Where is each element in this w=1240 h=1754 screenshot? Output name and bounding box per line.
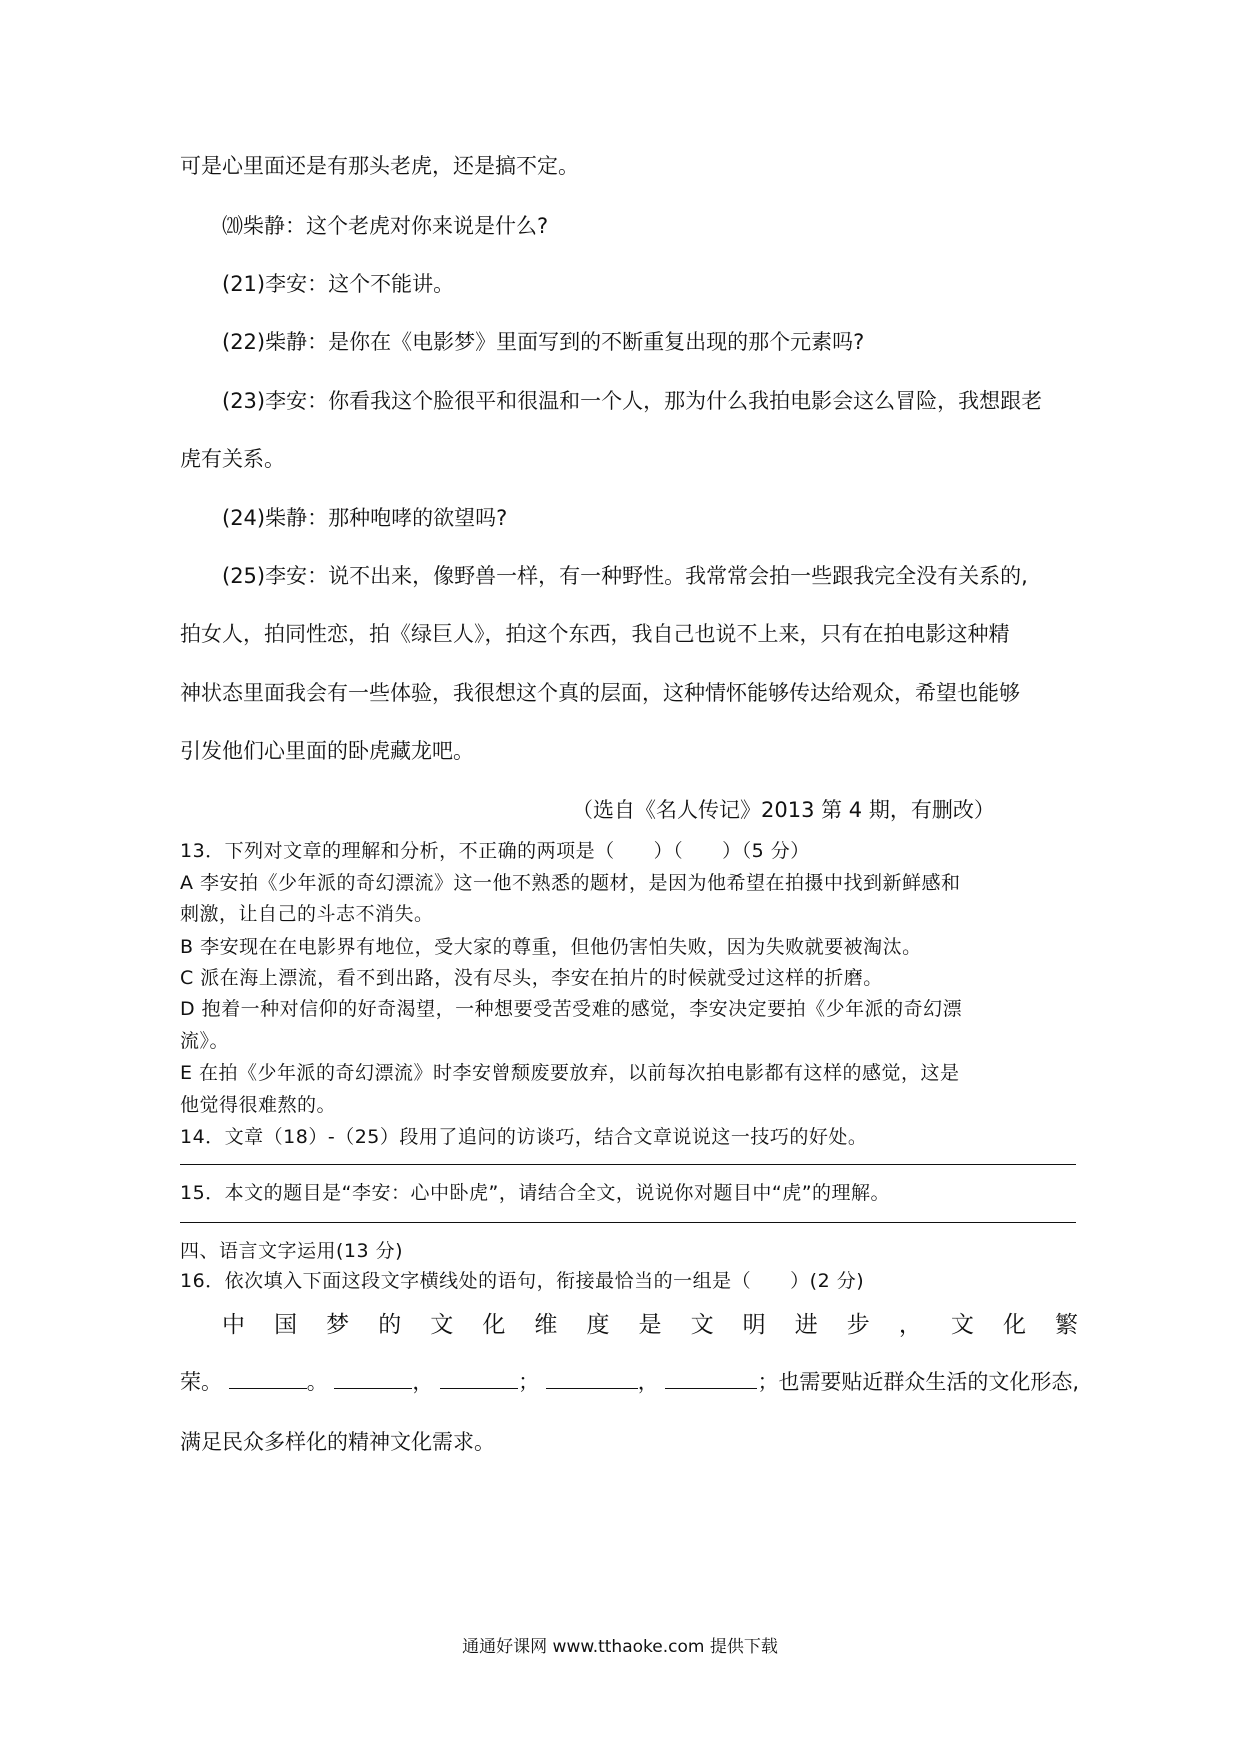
- passage-punct: ；: [518, 1370, 540, 1394]
- option-d-cont: 流》。: [180, 1030, 230, 1052]
- passage-char: 的: [378, 1312, 402, 1338]
- interview-para-22: (22)柴静：是你在《电影梦》里面写到的不断重复出现的那个元素吗?: [222, 330, 865, 354]
- interview-para-25-cont: 引发他们心里面的卧虎藏龙吧。: [180, 739, 474, 763]
- passage-text: 荣。: [180, 1370, 222, 1394]
- section-heading: 四、语言文字运用(13 分): [180, 1240, 404, 1262]
- q16-passage-line1: [222, 1306, 1078, 1339]
- source-citation: （选自《名人传记》2013 第 4 期，有删改）: [572, 798, 995, 822]
- interview-para-23: (23)李安：你看我这个脸很平和很温和一个人，那为什么我拍电影会这么冒险，我想跟老: [222, 389, 1043, 413]
- fill-blank[interactable]: [546, 1366, 638, 1389]
- interview-para-25-cont: 神状态里面我会有一些体验，我很想这个真的层面，这种情怀能够传达给观众，希望也能够: [180, 681, 1020, 705]
- option-e-cont: 他觉得很难熬的。: [180, 1094, 337, 1116]
- passage-punct: 。: [306, 1370, 328, 1394]
- interview-para-23-cont: 虎有关系。: [180, 447, 285, 471]
- footer: 通通好课网 www.tthaoke.com 提供下载: [462, 1637, 778, 1657]
- question-14: 14．文章（18）-（25）段用了追问的访谈巧，结合文章说说这一技巧的好处。: [180, 1126, 868, 1148]
- interview-line: 可是心里面还是有那头老虎，还是搞不定。: [180, 154, 579, 178]
- passage-char: 繁: [1055, 1312, 1078, 1338]
- question-16: 16．依次填入下面这段文字横线处的语句，衔接最恰当的一组是（ ）(2 分): [180, 1270, 865, 1292]
- option-b: B 李安现在在电影界有地位，受大家的尊重，但他仍害怕失败，因为失败就要被淘汰。: [180, 936, 922, 958]
- option-e: E 在拍《少年派的奇幻漂流》时李安曾颓废要放弃，以前每次拍电影都有这样的感觉，这是: [180, 1062, 960, 1084]
- q16-passage-line3: 满足民众多样化的精神文化需求。: [180, 1430, 495, 1454]
- answer-line: [180, 1164, 1076, 1165]
- passage-char: 国: [274, 1312, 298, 1338]
- fill-blank[interactable]: [665, 1366, 757, 1389]
- passage-char: 化: [482, 1312, 506, 1338]
- passage-char: 步: [846, 1312, 870, 1338]
- passage-char: 进: [794, 1312, 818, 1338]
- question-13: 13．下列对文章的理解和分析，不正确的两项是（ ）（ ）（5 分）: [180, 840, 810, 862]
- passage-char: 文: [430, 1312, 454, 1338]
- passage-punct: ，: [412, 1370, 434, 1394]
- interview-para-25: (25)李安：说不出来，像野兽一样，有一种野性。我常常会拍一些跟我完全没有关系的,: [222, 564, 1028, 588]
- interview-para-20: ⒇柴静：这个老虎对你来说是什么?: [222, 214, 549, 238]
- option-d: D 抱着一种对信仰的好奇渴望，一种想要受苦受难的感觉，李安决定要拍《少年派的奇幻漂: [180, 998, 963, 1020]
- passage-char: 是: [638, 1312, 662, 1338]
- passage-punct: ，: [637, 1370, 659, 1394]
- passage-char: 文: [690, 1312, 714, 1338]
- option-a: A 李安拍《少年派的奇幻漂流》这一他不熟悉的题材，是因为他希望在拍摄中找到新鲜感和: [180, 872, 961, 894]
- passage-char: 明: [742, 1312, 766, 1338]
- fill-blank[interactable]: [440, 1366, 518, 1389]
- question-15: 15．本文的题目是“李安：心中卧虎”，请结合全文，说说你对题目中“虎”的理解。: [180, 1182, 891, 1204]
- passage-char: 度: [586, 1312, 610, 1338]
- interview-para-25-cont: 拍女人，拍同性恋，拍《绿巨人》，拍这个东西，我自己也说不上来，只有在拍电影这种精: [180, 622, 1010, 646]
- option-a-cont: 刺激，让自己的斗志不消失。: [180, 903, 434, 925]
- q16-passage-line2: [180, 1366, 1080, 1396]
- passage-char: 文: [950, 1312, 974, 1338]
- passage-text: ；也需要贴近群众生活的文化形态,: [757, 1370, 1080, 1394]
- interview-para-24: (24)柴静：那种咆哮的欲望吗?: [222, 506, 508, 530]
- option-c: C 派在海上漂流，看不到出路，没有尽头，李安在拍片的时候就受过这样的折磨。: [180, 967, 883, 989]
- passage-char: 维: [534, 1312, 558, 1338]
- passage-char: 中: [222, 1312, 245, 1338]
- passage-char: ，: [898, 1312, 922, 1338]
- answer-line: [180, 1222, 1076, 1223]
- passage-char: 化: [1002, 1312, 1026, 1338]
- fill-blank[interactable]: [229, 1366, 307, 1389]
- fill-blank[interactable]: [334, 1366, 412, 1389]
- passage-char: 梦: [326, 1312, 350, 1338]
- interview-para-21: (21)李安：这个不能讲。: [222, 272, 455, 296]
